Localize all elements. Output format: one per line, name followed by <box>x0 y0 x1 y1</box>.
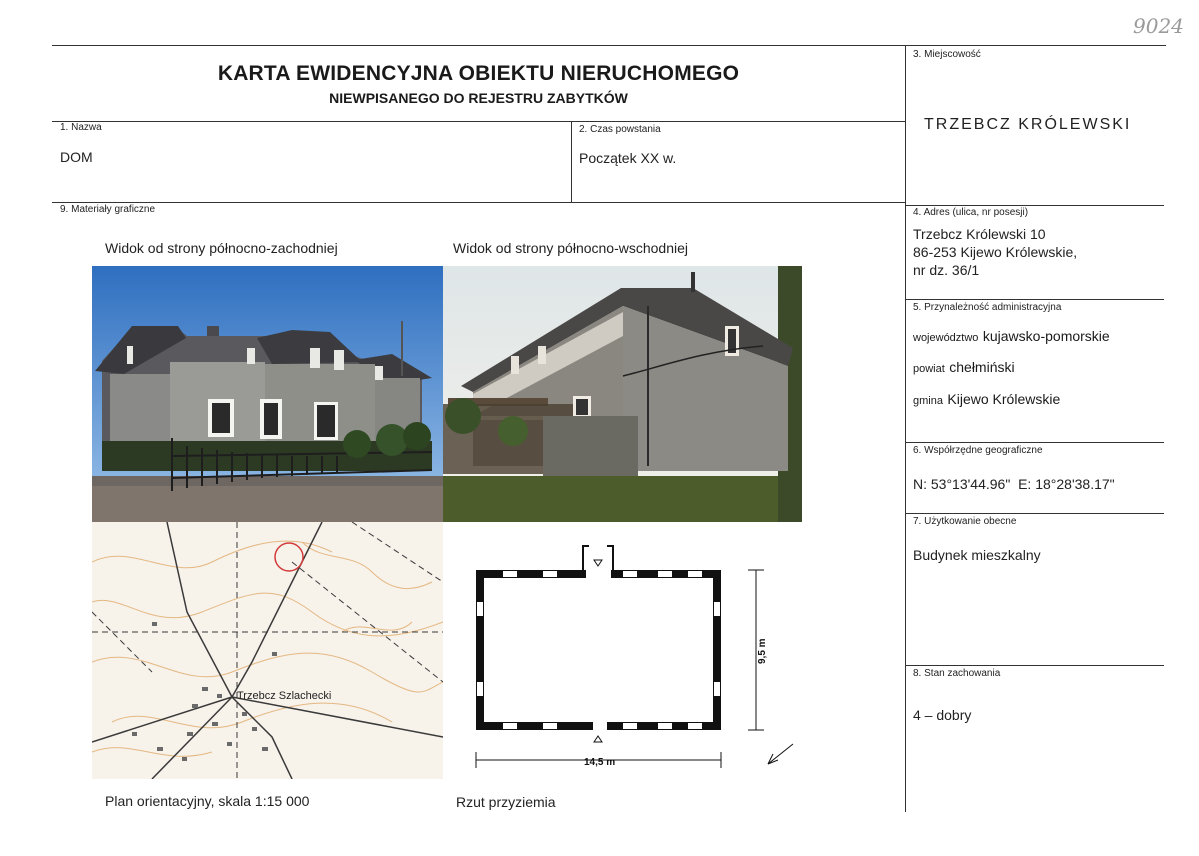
orientation-map <box>92 522 443 779</box>
photo2-caption: Widok od strony północno-wschodniej <box>453 240 689 256</box>
rule-graphics <box>52 202 905 203</box>
locality-label: 3. Miejscowość <box>913 49 981 60</box>
admin-label: 5. Przynależność administracyjna <box>913 302 1062 313</box>
plan-caption: Rzut przyziemia <box>456 794 556 810</box>
topographic-map <box>92 522 443 779</box>
floor-plan <box>443 522 802 779</box>
voivodeship-value: kujawsko-pomorskie <box>982 328 1110 344</box>
archive-number: 9024 <box>1133 14 1184 38</box>
plan-width-label: 14,5 m <box>584 757 616 768</box>
commune-prefix: gmina <box>913 395 943 407</box>
rule-admin <box>905 299 1164 300</box>
rule-address <box>905 205 1164 206</box>
county-prefix: powiat <box>913 363 945 375</box>
voivodeship-row <box>913 328 1110 346</box>
rule-condition <box>905 665 1164 666</box>
floor-plan-drawing <box>443 522 802 779</box>
card-title: KARTA EWIDENCYJNA OBIEKTU NIERUCHOMEGO <box>217 62 740 85</box>
name-label: 1. Nazwa <box>60 122 102 133</box>
usage-value: Budynek mieszkalny <box>913 547 1041 563</box>
commune-value: Kijewo Królewskie <box>947 391 1061 407</box>
address-line2: 86-253 Kijewo Królewskie, <box>913 244 1078 260</box>
address-label: 4. Adres (ulica, nr posesji) <box>913 207 1029 218</box>
name-value: DOM <box>60 149 93 165</box>
period-value: Początek XX w. <box>579 150 677 166</box>
graphics-label: 9. Materiały graficzne <box>60 204 156 215</box>
photo-northeast-view <box>443 266 802 522</box>
rule-fields <box>52 121 905 122</box>
commune-row <box>913 391 1060 409</box>
house-photo-northwest <box>92 266 443 522</box>
house-photo-northeast <box>443 266 802 522</box>
county-row <box>913 359 1015 377</box>
county-value: chełmiński <box>949 359 1015 375</box>
address-line3: nr dz. 36/1 <box>913 262 980 278</box>
map-caption: Plan orientacyjny, skala 1:15 000 <box>105 793 310 809</box>
top-rule <box>52 45 1166 46</box>
photo1-caption: Widok od strony północno-zachodniej <box>105 240 338 256</box>
plan-depth-label: 9,5 m <box>757 638 768 664</box>
coords-label: 6. Współrzędne geograficzne <box>913 445 1043 456</box>
locality-value: TRZEBCZ KRÓLEWSKI <box>924 116 1132 133</box>
map-place-label: Trzebcz Szlachecki <box>237 690 332 702</box>
rule-usage <box>905 513 1164 514</box>
card-subtitle: NIEWPISANEGO DO REJESTRU ZABYTKÓW <box>329 90 628 106</box>
coords-value: N: 53°13'44.96" E: 18°28'38.17" <box>913 476 1115 492</box>
voivodeship-prefix: województwo <box>913 332 979 344</box>
usage-label: 7. Użytkowanie obecne <box>913 516 1017 527</box>
photo-northwest-view <box>92 266 443 522</box>
condition-value: 4 – dobry <box>913 707 972 723</box>
address-line1: Trzebcz Królewski 10 <box>913 226 1046 242</box>
right-column-divider <box>905 45 906 812</box>
period-label: 2. Czas powstania <box>579 124 661 135</box>
divider-name-period <box>571 121 572 202</box>
condition-label: 8. Stan zachowania <box>913 668 1001 679</box>
rule-coords <box>905 442 1164 443</box>
